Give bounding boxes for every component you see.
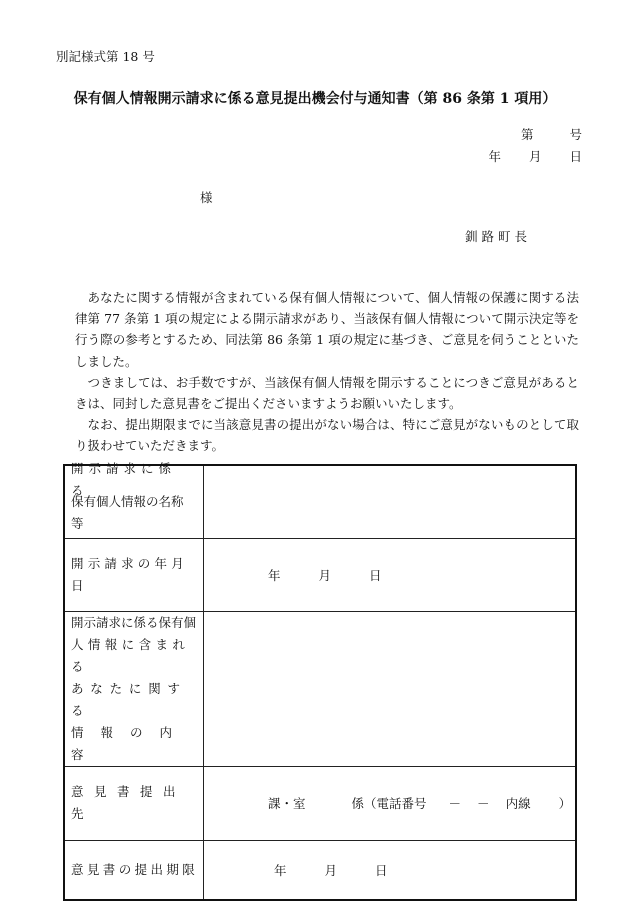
row-label-submit-to [64, 766, 204, 840]
extension-label: 内線 [505, 796, 531, 811]
table-row [64, 611, 576, 766]
request-date-field[interactable] [204, 538, 577, 611]
label-line: 保有個人情報の名称等 [71, 493, 184, 531]
document-title: 保有個人情報開示請求に係る意見提出機会付与通知書（第 86 条第 1 項用） [73, 91, 557, 107]
row-label-document-name [64, 460, 204, 538]
deadline-month: 月 [324, 862, 338, 878]
label-line: 開示請求の年月日 [71, 555, 188, 593]
ref-suffix: 号 [569, 127, 582, 142]
ref-prefix: 第 [520, 127, 534, 142]
row-label-deadline [64, 840, 204, 900]
label-line: 情報の内容 [71, 724, 190, 762]
issue-month: 月 [528, 149, 542, 164]
row-label-request-date [64, 538, 204, 611]
deadline-year: 年 [274, 862, 287, 878]
body-paragraph: なお、提出期限までに当該意見書の提出がない場合は、特にご意見がないものとして取り扱わせていただきます。 [75, 417, 579, 454]
label-line: あなたに関する [71, 680, 187, 718]
phone-dash: － [448, 796, 462, 811]
issue-date [488, 147, 582, 165]
section-phone-label: 係（電話番号 [351, 796, 427, 811]
notice-body [75, 287, 579, 457]
deadline-day: 日 [375, 862, 388, 878]
table-row [64, 766, 576, 840]
submit-to-field[interactable] [204, 766, 577, 840]
document-name-field[interactable] [204, 465, 577, 538]
info-content-field[interactable] [204, 611, 577, 766]
table-row [64, 538, 576, 611]
label-line: 意見書の提出期限 [71, 861, 199, 877]
dept-label: 課・室 [268, 796, 306, 811]
addressee: 様 [200, 190, 213, 205]
table-row [64, 465, 576, 538]
phone-dash: － [477, 796, 490, 811]
label-line: 意見書提出先 [71, 784, 187, 821]
issue-day: 日 [569, 149, 582, 164]
request-month: 月 [318, 567, 332, 583]
label-line: 人情報に含まれる [71, 636, 190, 674]
label-line: 開示請求に係る保有個 [71, 614, 197, 630]
issue-year: 年 [488, 149, 501, 164]
sender: 釧 路 町 長 [465, 229, 527, 244]
request-day: 日 [369, 567, 382, 583]
form-number: 別記様式第 18 号 [56, 49, 155, 64]
body-paragraph: あなたに関する情報が含まれている保有個人情報について、個人情報の保護に関する法律第 77 条第 1 項の規定による開示請求があり、当該保有個人情報について開示決定等を行う際の参考とするため、同法第 86 条第 1 項の規定に基づき、ご意見を伺うことといたしました。 [75, 290, 579, 369]
close-paren: ） [558, 796, 572, 811]
request-year: 年 [268, 567, 281, 583]
body-paragraph: つきましては、お手数ですが、当該保有個人情報を開示することにつきご意見があるときは、同封した意見書をご提出くださいますようお願いいたします。 [75, 374, 579, 412]
row-label-info-content [64, 611, 204, 766]
deadline-field[interactable] [204, 840, 577, 900]
table-row [64, 840, 576, 900]
info-table [63, 460, 577, 901]
reference-number [521, 125, 582, 143]
label-line: 開示請求に係る [71, 460, 177, 498]
